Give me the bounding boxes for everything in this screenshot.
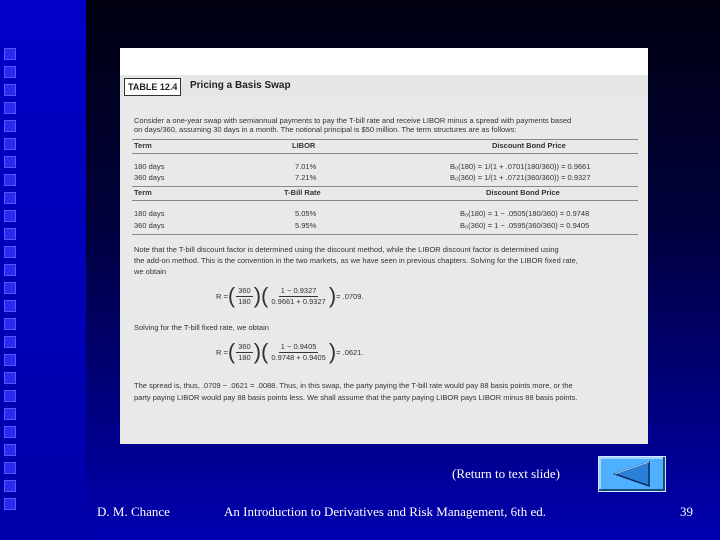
- column-header: Term: [134, 188, 152, 197]
- return-link-text[interactable]: (Return to text slide): [452, 466, 560, 481]
- column-header: Term: [134, 141, 152, 150]
- slide-sidebar: [0, 0, 86, 540]
- table-image: [120, 48, 648, 444]
- note-text: the add-on method. This is the convention in the two markets, as we have seen in previous chapters. Solving for the LIBOR fixed rate,: [134, 256, 578, 265]
- column-header: T-Bill Rate: [284, 188, 321, 197]
- divider: [132, 153, 638, 154]
- triangle-left-icon: [599, 457, 665, 491]
- table-number: TABLE 12.4: [124, 78, 181, 96]
- formula-lhs: R =: [216, 291, 228, 301]
- formula-tbill: R = ( $\frac{360}{180}$ )( $\frac{1 - 0.9405}{0.9748 + 0.9405}$ ) = .0621.: [216, 339, 364, 364]
- table-cell: 180 days: [134, 162, 165, 171]
- column-header: LIBOR: [292, 141, 316, 150]
- table-content: [120, 97, 648, 444]
- formula-lhs: R =: [216, 347, 228, 357]
- intro-text: Consider a one-year swap with semiannual payments to pay the T-bill rate and receive LIBOR minus a spread with payments based: [134, 116, 572, 125]
- formula-den: 0.9748 + 0.9405: [271, 352, 326, 362]
- formula-libor: R = ( $\frac{360}{180}$ )( $\frac{1 - 0.9327}{0.9661 + 0.9327}$ ) = .0709.: [216, 283, 364, 308]
- table-cell: B₀(360) = 1 − .0595(360/360) = 0.9405: [460, 221, 590, 230]
- table-cell: 360 days: [134, 221, 165, 230]
- divider: [132, 234, 638, 235]
- table-cell: 7.21%: [295, 173, 317, 182]
- table-cell: B₀(180) = 1/(1 + .0701(180/360)) = 0.9661: [450, 162, 591, 171]
- divider: [132, 186, 638, 187]
- formula-num: 360: [238, 341, 251, 351]
- table-cell: 7.01%: [295, 162, 317, 171]
- table-caption: [120, 75, 648, 97]
- formula-result: = .0709.: [336, 291, 364, 301]
- formula-num: 1 − 0.9405: [280, 341, 317, 351]
- note-text: Note that the T-bill discount factor is determined using the discount method, while the LIBOR discount factor is determined using: [134, 245, 559, 254]
- note-text: we obtain: [134, 267, 167, 276]
- footer-author: D. M. Chance: [97, 504, 170, 519]
- table-title: Pricing a Basis Swap: [190, 80, 291, 91]
- spread-text: party paying LIBOR would pay 88 basis points less. We shall assume that the party paying LIBOR pays LIBOR minus 88 basis points.: [134, 393, 578, 402]
- spread-text: The spread is, thus, .0709 − .0621 = .0088. Thus, in this swap, the party paying the T-bill rate would pay 88 basis points more, or the: [134, 381, 573, 390]
- note-text: Solving for the T-bill fixed rate, we obtain: [134, 323, 269, 332]
- divider: [132, 200, 638, 201]
- formula-den: 180: [238, 296, 251, 306]
- formula-den: 0.9661 + 0.9327: [271, 296, 326, 306]
- column-header: Discount Bond Price: [492, 141, 566, 150]
- formula-result: = .0621.: [336, 347, 364, 357]
- formula-num: 1 − 0.9327: [280, 285, 317, 295]
- table-cell: 5.05%: [295, 209, 317, 218]
- page-number: 39: [680, 504, 693, 519]
- return-button[interactable]: [598, 456, 666, 492]
- formula-den: 180: [238, 352, 251, 362]
- formula-num: 360: [238, 285, 251, 295]
- column-header: Discount Bond Price: [486, 188, 560, 197]
- intro-text: on days/360, assuming 30 days in a month. The notional principal is $50 million. The term structures are as follows:: [134, 125, 517, 134]
- divider: [132, 139, 638, 140]
- table-cell: B₀(180) = 1 − .0505(180/360) = 0.9748: [460, 209, 590, 218]
- table-cell: 180 days: [134, 209, 165, 218]
- table-cell: 360 days: [134, 173, 165, 182]
- footer-book-title: An Introduction to Derivatives and Risk Management, 6th ed.: [224, 504, 547, 519]
- decorative-squares: [4, 48, 18, 516]
- table-cell: 5.95%: [295, 221, 317, 230]
- table-cell: B₀(360) = 1/(1 + .0721(360/360)) = 0.9327: [450, 173, 591, 182]
